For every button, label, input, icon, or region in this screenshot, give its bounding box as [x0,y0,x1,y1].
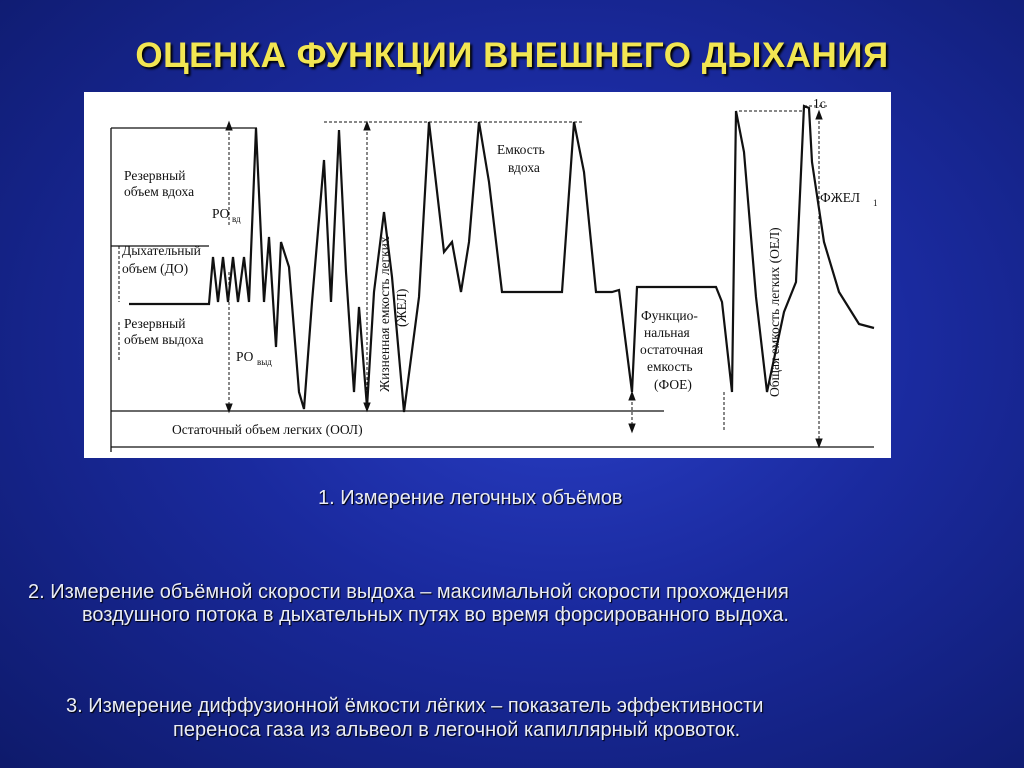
point-3-line-2: переноса газа из альвеол в легочной капиллярный кровоток. [173,719,741,741]
label-tlc-1: Общая емкость легких (ОЕЛ) [767,227,782,397]
label-reserve-in-1: Резервный [124,168,186,183]
label-ro-vd-sub: вд [232,214,241,224]
label-frc-5: (ФОЕ) [654,377,692,392]
point-2-line-2: воздушного потока в дыхательных путях во время форсированного выдоха. [82,604,789,626]
label-vc-2: (ЖЕЛ) [394,288,409,327]
label-frc-1: Функцио- [641,308,698,323]
label-1s: 1с [813,96,826,111]
label-ro-vyd-sub: выд [257,357,272,367]
label-insp-cap-1: Емкость [497,142,545,157]
point-1: 1. Измерение легочных объёмов [318,487,623,509]
label-tidal-2: объем (ДО) [122,261,189,276]
label-residual: Остаточный объем легких (ООЛ) [172,422,363,437]
label-fev: ФЖЕЛ [820,190,860,205]
spirogram-figure [84,92,891,458]
label-frc-3: остаточная [640,342,704,357]
label-ro-vyd: РО [236,349,254,364]
label-vc-1: Жизненная емкость легких [377,236,392,392]
label-reserve-out-1: Резервный [124,316,186,331]
label-tidal-1: Дыхательный [122,243,201,258]
label-reserve-out-2: объем выдоха [124,332,204,347]
label-ro-vd: РО [212,206,230,221]
label-frc-4: емкость [647,359,693,374]
label-reserve-in-2: объем вдоха [124,184,195,199]
slide-title: ОЦЕНКА ФУНКЦИИ ВНЕШНЕГО ДЫХАНИЯ [135,36,889,75]
label-fev-sub: 1 [873,198,878,208]
label-insp-cap-2: вдоха [508,160,540,175]
spirogram-svg [84,92,891,458]
point-3-line-1: 3. Измерение диффузионной ёмкости лёгких – показатель эффективности [66,695,764,717]
point-2-line-1: 2. Измерение объёмной скорости выдоха – максимальной скорости прохождения [28,581,789,603]
label-frc-2: нальная [644,325,690,340]
spirogram-frame [111,128,874,452]
